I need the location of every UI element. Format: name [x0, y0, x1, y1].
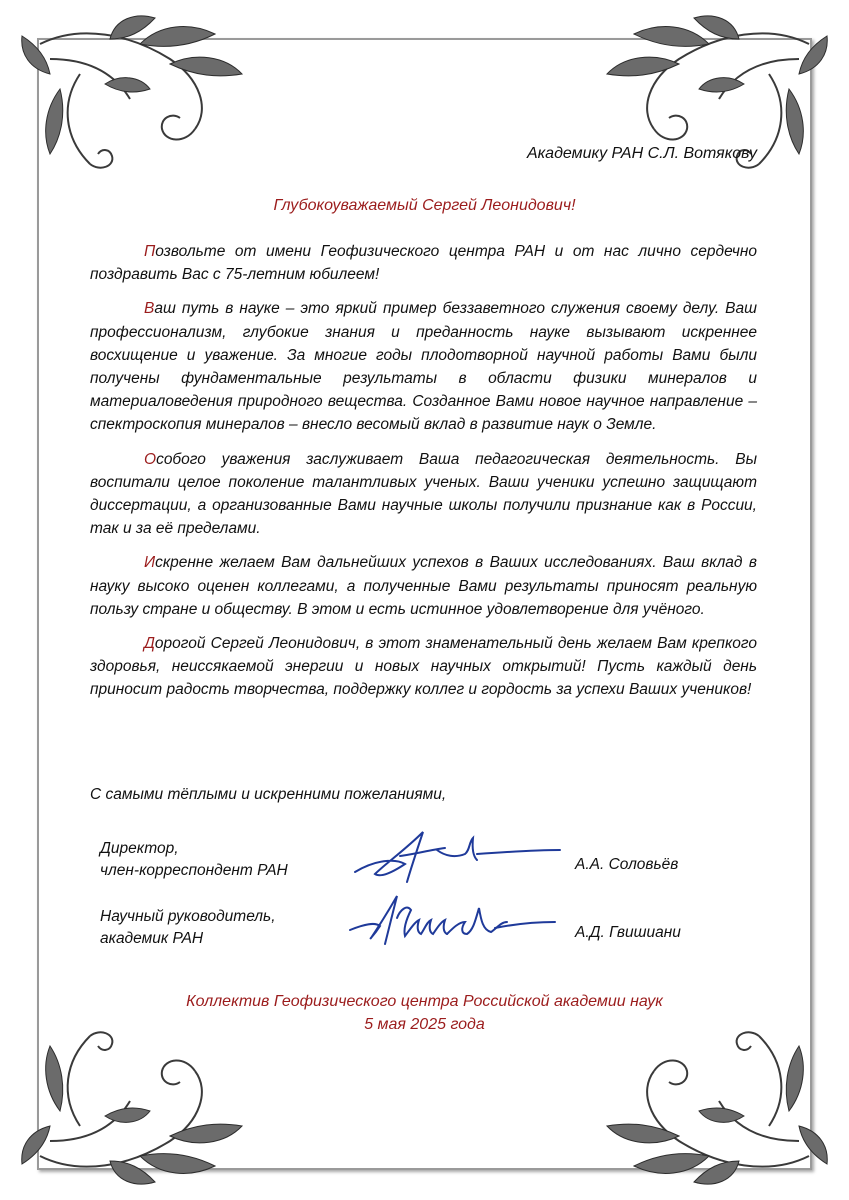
addressee: Академику РАН С.Л. Вотякову: [526, 145, 757, 162]
footer-date: 5 мая 2025 года: [364, 1016, 485, 1033]
paragraph: [90, 551, 757, 621]
signatory-row: [0, 900, 849, 960]
signatory-title: [100, 838, 288, 882]
paragraph-initial: Д: [144, 635, 155, 653]
paragraph-initial: В: [144, 300, 155, 318]
paragraph-text: орогой Сергей Леонидович, в этот знаменательный день желаем Вам крепкого здоровья, неиссякаемой энергии и новых научных открытий! Пусть каждый день приносит радость творчества, поддержку коллег и гордость за успехи Ваших учеников!: [90, 635, 757, 699]
signatory-row: [0, 832, 849, 892]
floral-ornament-bottom-left: [20, 1016, 250, 1186]
letter-footer: [0, 990, 849, 1036]
signatory-title-line: Директор,: [100, 840, 179, 857]
paragraph: [90, 448, 757, 541]
paragraph: [90, 240, 757, 286]
signatory-name: А.А. Соловьёв: [575, 856, 679, 873]
closing-phrase: С самыми тёплыми и искренними пожеланиями,: [90, 786, 447, 803]
paragraph: [90, 632, 757, 702]
footer-organization: Коллектив Геофизического центра Российской академии наук: [186, 993, 663, 1010]
paragraph-text: аш путь в науке – это яркий пример беззаветного служения своему делу. Ваш профессионализм, глубокие знания и преданность науке вызывают искреннее восхищение и уважение. За многие годы плодотворной научной работы Вами были получены фундаментальные результаты в области физики минералов и материаловедения природного вещества. Созданное Вами новое научное направление – спектроскопия минералов – внесло весомый вклад в развитие наук о Земле.: [90, 300, 757, 434]
paragraph-initial: И: [144, 554, 156, 572]
paragraph-initial: О: [144, 450, 157, 468]
floral-ornament-bottom-right: [599, 1016, 829, 1186]
paragraph-initial: П: [144, 243, 156, 260]
letter-body: [90, 240, 757, 713]
paragraph: [90, 297, 757, 436]
signatory-title-line: Научный руководитель,: [100, 908, 276, 925]
paragraph-text: скренне желаем Вам дальнейших успехов в Ваших исследованиях. Ваш вклад в науку высоко оценен коллегами, а полученные Вами результаты приносят реальную пользу стране и обществу. В этом и есть истинное удовлетворение для учёного.: [90, 554, 757, 618]
signatory-title: [100, 906, 276, 950]
handwritten-signature-gvishiani: [345, 888, 565, 968]
signatory-name: А.Д. Гвишиани: [575, 924, 681, 941]
signatory-title-line: академик РАН: [100, 930, 204, 947]
floral-ornament-top-left: [20, 14, 250, 184]
paragraph-text: озвольте от имени Геофизического центра РАН и от нас лично сердечно поздравить Вас с 75-летним юбилеем!: [90, 243, 757, 284]
salutation: Глубокоуважаемый Сергей Леонидович!: [273, 197, 576, 214]
paragraph-text: собого уважения заслуживает Ваша педагогическая деятельность. Вы воспитали целое поколение талантливых ученых. Ваши ученики успешно защищают диссертации, а организованные Вами научные школы получили признание как в России, так и за её пределами.: [90, 450, 757, 538]
signatory-title-line: член-корреспондент РАН: [100, 862, 288, 879]
